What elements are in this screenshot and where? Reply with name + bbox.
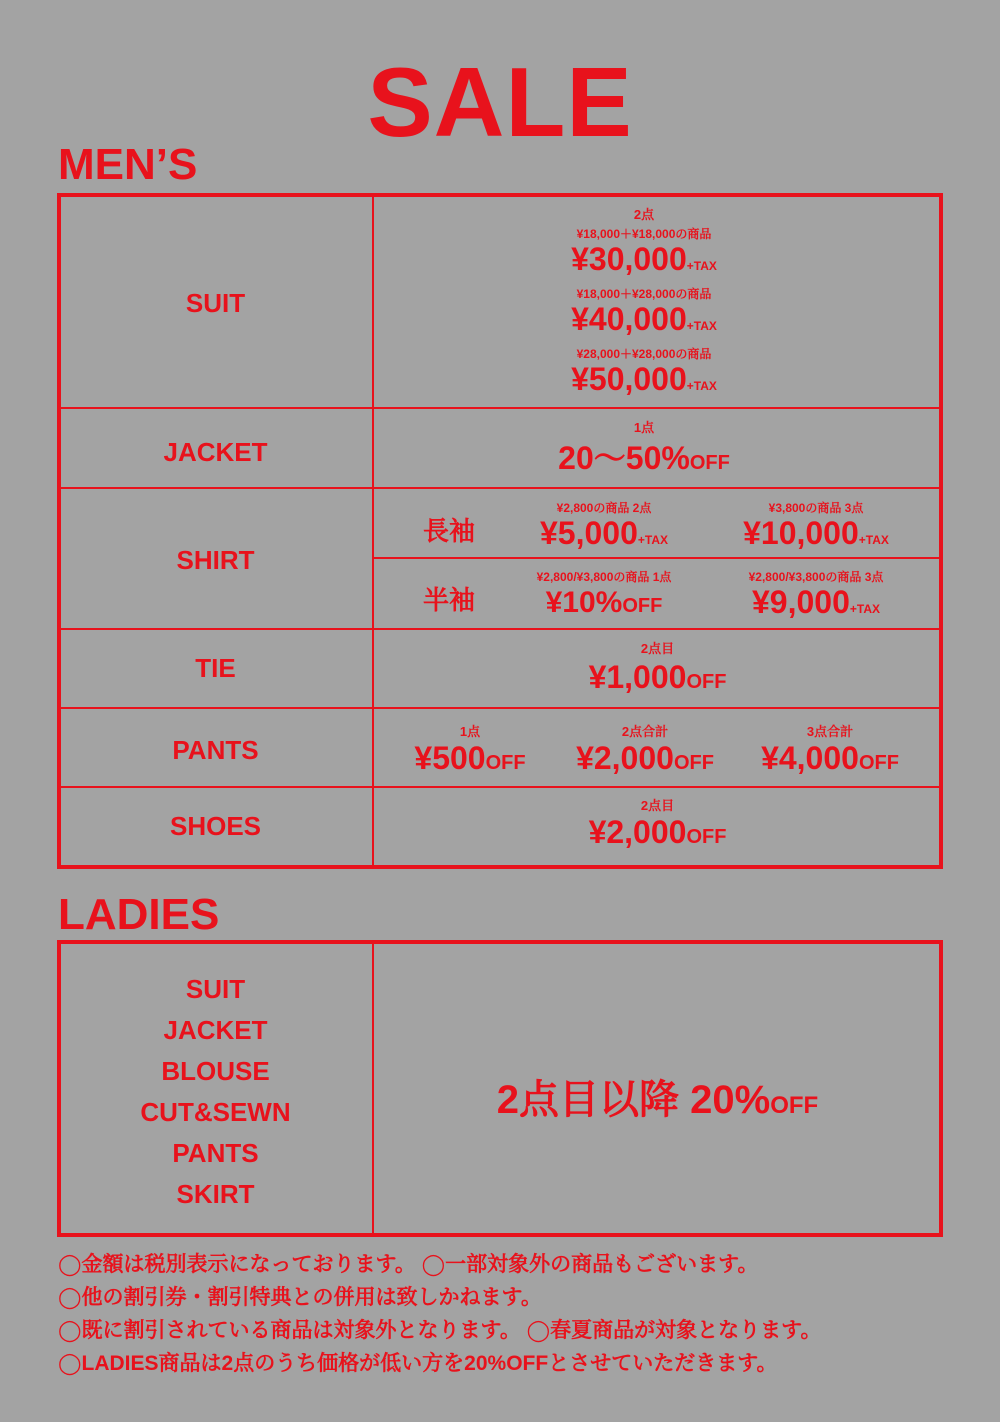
- notes: [58, 1248, 821, 1380]
- ladies-item: JACKET: [163, 1015, 268, 1045]
- shirt-long-sleeve-label: 長袖: [423, 516, 476, 546]
- suit-tier2-condition: ¥18,000＋¥28,000の商品: [576, 287, 712, 301]
- tie-label: TIE: [195, 653, 236, 683]
- pants-tier1-qty: 1点: [459, 724, 481, 739]
- tie-discount: ¥1,000OFF: [588, 659, 727, 695]
- pants-label: PANTS: [172, 735, 259, 765]
- jacket-qty: 1点: [633, 420, 655, 435]
- ladies-item: CUT&SEWN: [140, 1097, 291, 1127]
- jacket-label: JACKET: [163, 437, 268, 467]
- tie-qty: 2点目: [640, 641, 675, 656]
- suit-tier3-condition: ¥28,000＋¥28,000の商品: [576, 347, 712, 361]
- row-divider: [59, 487, 941, 489]
- ladies-item: BLOUSE: [161, 1056, 270, 1086]
- row-divider: [59, 628, 941, 630]
- pants-tier2-qty: 2点合計: [621, 724, 669, 739]
- row-divider: [59, 407, 941, 409]
- shirt-long-b-price: ¥10,000+TAX: [743, 515, 889, 551]
- note-line: ◯他の割引券・割引特典との併用は致しかねます。: [58, 1286, 542, 1309]
- note-line: ◯既に割引されている商品は対象外となります。 ◯春夏商品が対象となります。: [58, 1319, 822, 1342]
- shirt-short-b-condition: ¥2,800/¥3,800の商品 3点: [748, 570, 884, 584]
- pants-tier1-discount: ¥500OFF: [414, 740, 526, 776]
- shoes-discount: ¥2,000OFF: [588, 814, 727, 850]
- suit-tier1-condition: ¥18,000＋¥18,000の商品: [576, 227, 712, 241]
- shirt-long-b-condition: ¥3,800の商品 3点: [768, 501, 864, 515]
- shirt-short-a-price: ¥10%OFF: [545, 586, 663, 619]
- suit-tier1-price: ¥30,000+TAX: [571, 241, 717, 277]
- suit-tier3-price: ¥50,000+TAX: [571, 361, 717, 397]
- shirt-short-b-price: ¥9,000+TAX: [752, 584, 880, 620]
- pants-tier2-discount: ¥2,000OFF: [576, 740, 714, 776]
- shirt-label: SHIRT: [176, 545, 255, 575]
- shirt-long-a-condition: ¥2,800の商品 2点: [556, 501, 652, 515]
- ladies-heading: LADIES: [58, 890, 220, 939]
- note-line: ◯LADIES商品は2点のうち価格が低い方を20%OFFとさせていただきます。: [58, 1352, 778, 1375]
- shirt-short-sleeve-label: 半袖: [423, 585, 476, 615]
- ladies-item: SUIT: [185, 974, 246, 1004]
- shirt-short-a-condition: ¥2,800/¥3,800の商品 1点: [536, 570, 672, 584]
- shirt-long-a-price: ¥5,000+TAX: [540, 515, 668, 551]
- suit-qty: 2点: [633, 207, 655, 222]
- pants-tier3-qty: 3点合計: [806, 724, 854, 739]
- shoes-qty: 2点目: [640, 798, 675, 813]
- jacket-discount: 20～50%OFF: [558, 440, 730, 476]
- ladies-item: SKIRT: [176, 1179, 255, 1209]
- pants-tier3-discount: ¥4,000OFF: [761, 740, 899, 776]
- shoes-label: SHOES: [169, 811, 262, 841]
- mens-heading: MEN’S: [58, 140, 198, 189]
- row-divider: [59, 707, 941, 709]
- suit-tier2-price: ¥40,000+TAX: [571, 301, 717, 337]
- note-line: ◯金額は税別表示になっております。 ◯一部対象外の商品もございます。: [58, 1253, 759, 1276]
- page-title: SALE: [367, 47, 633, 157]
- ladies-item: PANTS: [172, 1138, 259, 1168]
- row-divider: [59, 786, 941, 788]
- suit-label: SUIT: [185, 288, 246, 318]
- ladies-item-list: [59, 969, 372, 1215]
- ladies-offer: 2点目以降 20%OFF: [496, 1078, 819, 1122]
